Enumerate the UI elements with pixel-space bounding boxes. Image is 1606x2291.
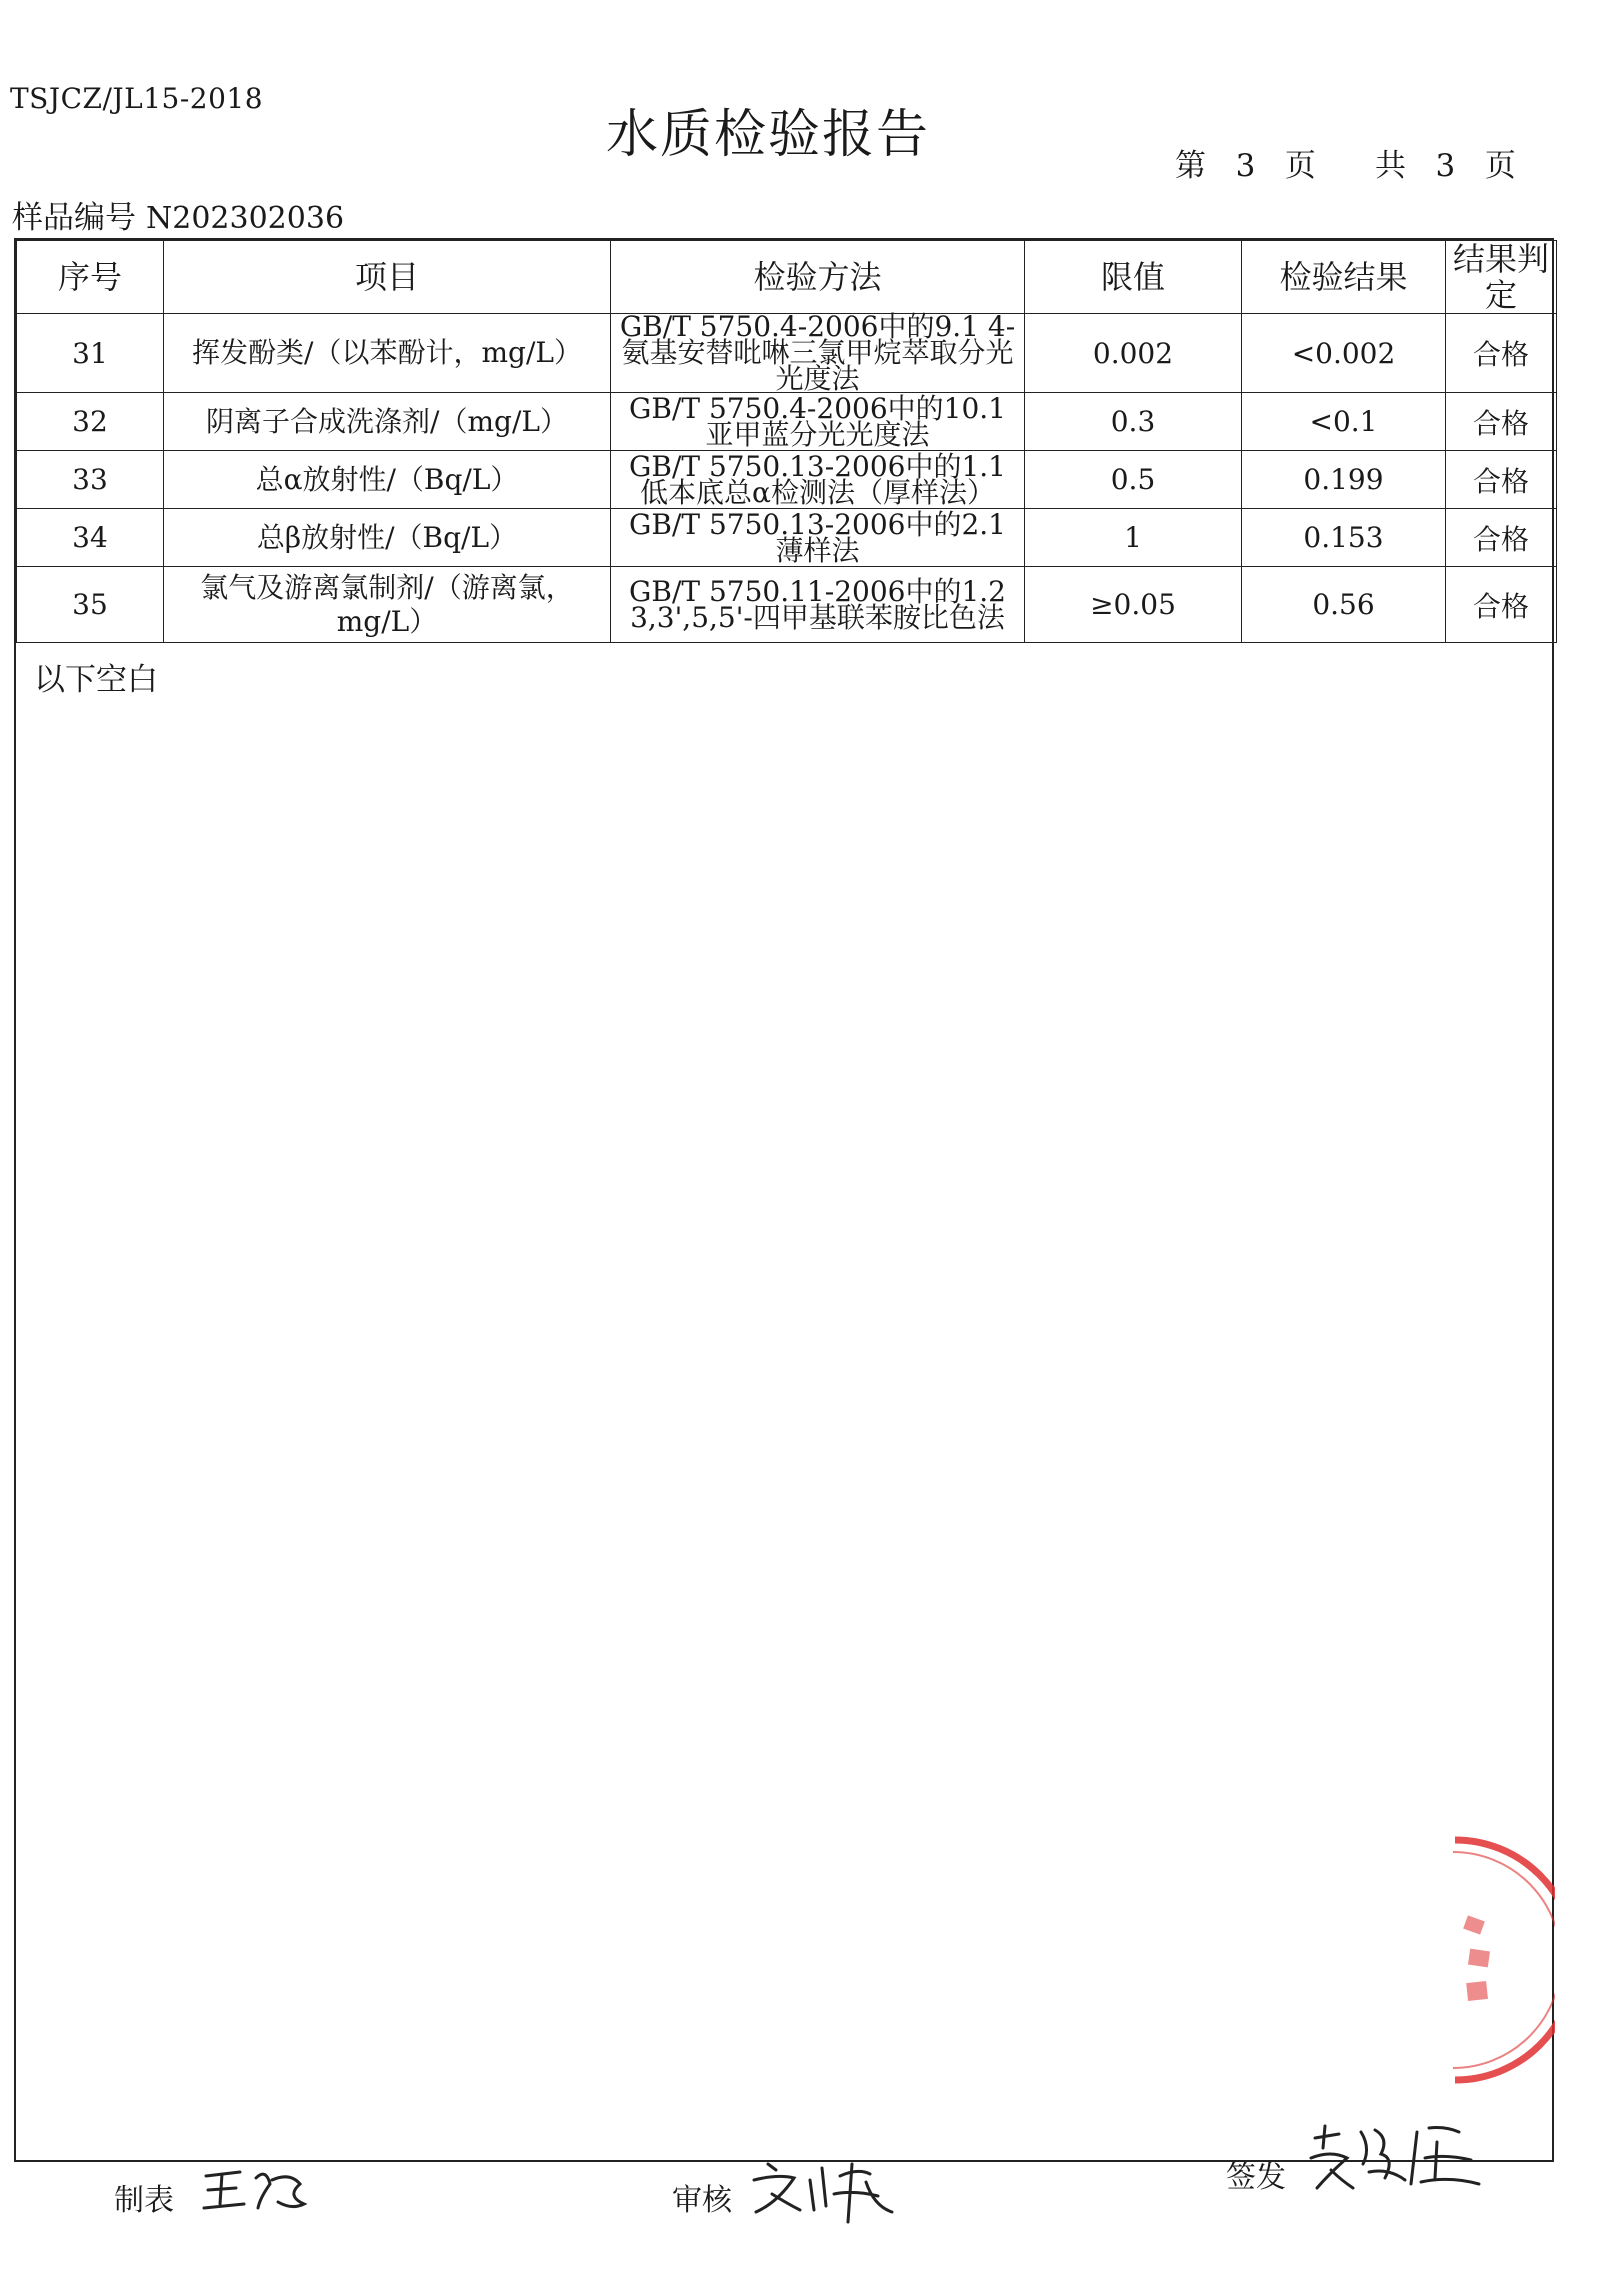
- sample-number-label: 样品编号: [12, 200, 136, 236]
- cell-item: 氯气及游离氯制剂/（游离氯，mg/L）: [164, 567, 611, 643]
- cell-item: 挥发酚类/（以苯酚计，mg/L）: [164, 314, 611, 393]
- table-row: [17, 451, 1557, 509]
- table-row: [17, 509, 1557, 567]
- cell-method: GB/T 5750.11-2006中的1.2 3,3',5,5'-四甲基联苯胺比色法: [611, 567, 1025, 643]
- header-method: 检验方法: [611, 241, 1025, 314]
- cell-item: 阴离子合成洗涤剂/（mg/L）: [164, 393, 611, 451]
- cell-method: GB/T 5750.4-2006中的10.1亚甲蓝分光光度法: [611, 393, 1025, 451]
- page-indicator: [1175, 140, 1516, 185]
- table-row: [17, 567, 1557, 643]
- cell-limit: 0.5: [1025, 451, 1242, 509]
- cell-result: <0.1: [1242, 393, 1446, 451]
- cell-verdict: 合格: [1446, 393, 1557, 451]
- cell-no: 34: [17, 509, 164, 567]
- issuer-signature: [1305, 2118, 1485, 2198]
- page-label-mid: 页: [1284, 148, 1316, 184]
- cell-no: 32: [17, 393, 164, 451]
- cell-verdict: 合格: [1446, 314, 1557, 393]
- cell-limit: 0.3: [1025, 393, 1242, 451]
- cell-verdict: 合格: [1446, 509, 1557, 567]
- cell-result: 0.56: [1242, 567, 1446, 643]
- maker-field: [114, 2175, 174, 2219]
- header-result: 检验结果: [1242, 241, 1446, 314]
- cell-limit: ≥0.05: [1025, 567, 1242, 643]
- header-limit: 限值: [1025, 241, 1242, 314]
- blank-below-note: 以下空白: [34, 662, 158, 698]
- cell-verdict: 合格: [1446, 567, 1557, 643]
- document-code: TSJCZ/JL15-2018: [10, 82, 264, 115]
- cell-limit: 0.002: [1025, 314, 1242, 393]
- reviewer-field: [672, 2175, 732, 2219]
- results-table: [16, 240, 1557, 643]
- header-item: 项目: [164, 241, 611, 314]
- table-header-row: [17, 241, 1557, 314]
- cell-verdict: 合格: [1446, 451, 1557, 509]
- cell-no: 33: [17, 451, 164, 509]
- sample-number-line: [12, 192, 344, 237]
- cell-no: 35: [17, 567, 164, 643]
- report-title: 水质检验报告: [606, 105, 931, 165]
- header-no: 序号: [17, 241, 164, 314]
- report-frame: [14, 238, 1554, 2162]
- cell-item: 总β放射性/（Bq/L）: [164, 509, 611, 567]
- issuer-field: [1226, 2152, 1286, 2196]
- reviewer-signature: [748, 2150, 908, 2230]
- official-seal-stamp: [1395, 1830, 1555, 2090]
- cell-result: 0.199: [1242, 451, 1446, 509]
- page-current: 3: [1235, 148, 1256, 184]
- cell-no: 31: [17, 314, 164, 393]
- header-verdict: 结果判定: [1446, 241, 1557, 314]
- page-total: 3: [1435, 148, 1456, 184]
- maker-label: 制表: [114, 2183, 174, 2218]
- reviewer-label: 审核: [672, 2183, 732, 2218]
- cell-method: GB/T 5750.4-2006中的9.1 4-氨基安替吡啉三氯甲烷萃取分光光度法: [611, 314, 1025, 393]
- page-label-prefix: 第: [1175, 148, 1206, 184]
- page-total-prefix: 共: [1374, 148, 1406, 184]
- cell-method: GB/T 5750.13-2006中的2.1薄样法: [611, 509, 1025, 567]
- cell-limit: 1: [1025, 509, 1242, 567]
- sample-number-value: N202302036: [146, 201, 345, 236]
- table-row: [17, 314, 1557, 393]
- cell-result: 0.153: [1242, 509, 1446, 567]
- maker-signature: [200, 2158, 320, 2218]
- issuer-label: 签发: [1226, 2160, 1286, 2195]
- table-row: [17, 393, 1557, 451]
- cell-method: GB/T 5750.13-2006中的1.1低本底总α检测法（厚样法）: [611, 451, 1025, 509]
- cell-item: 总α放射性/（Bq/L）: [164, 451, 611, 509]
- page-label-suffix: 页: [1484, 148, 1516, 184]
- cell-result: <0.002: [1242, 314, 1446, 393]
